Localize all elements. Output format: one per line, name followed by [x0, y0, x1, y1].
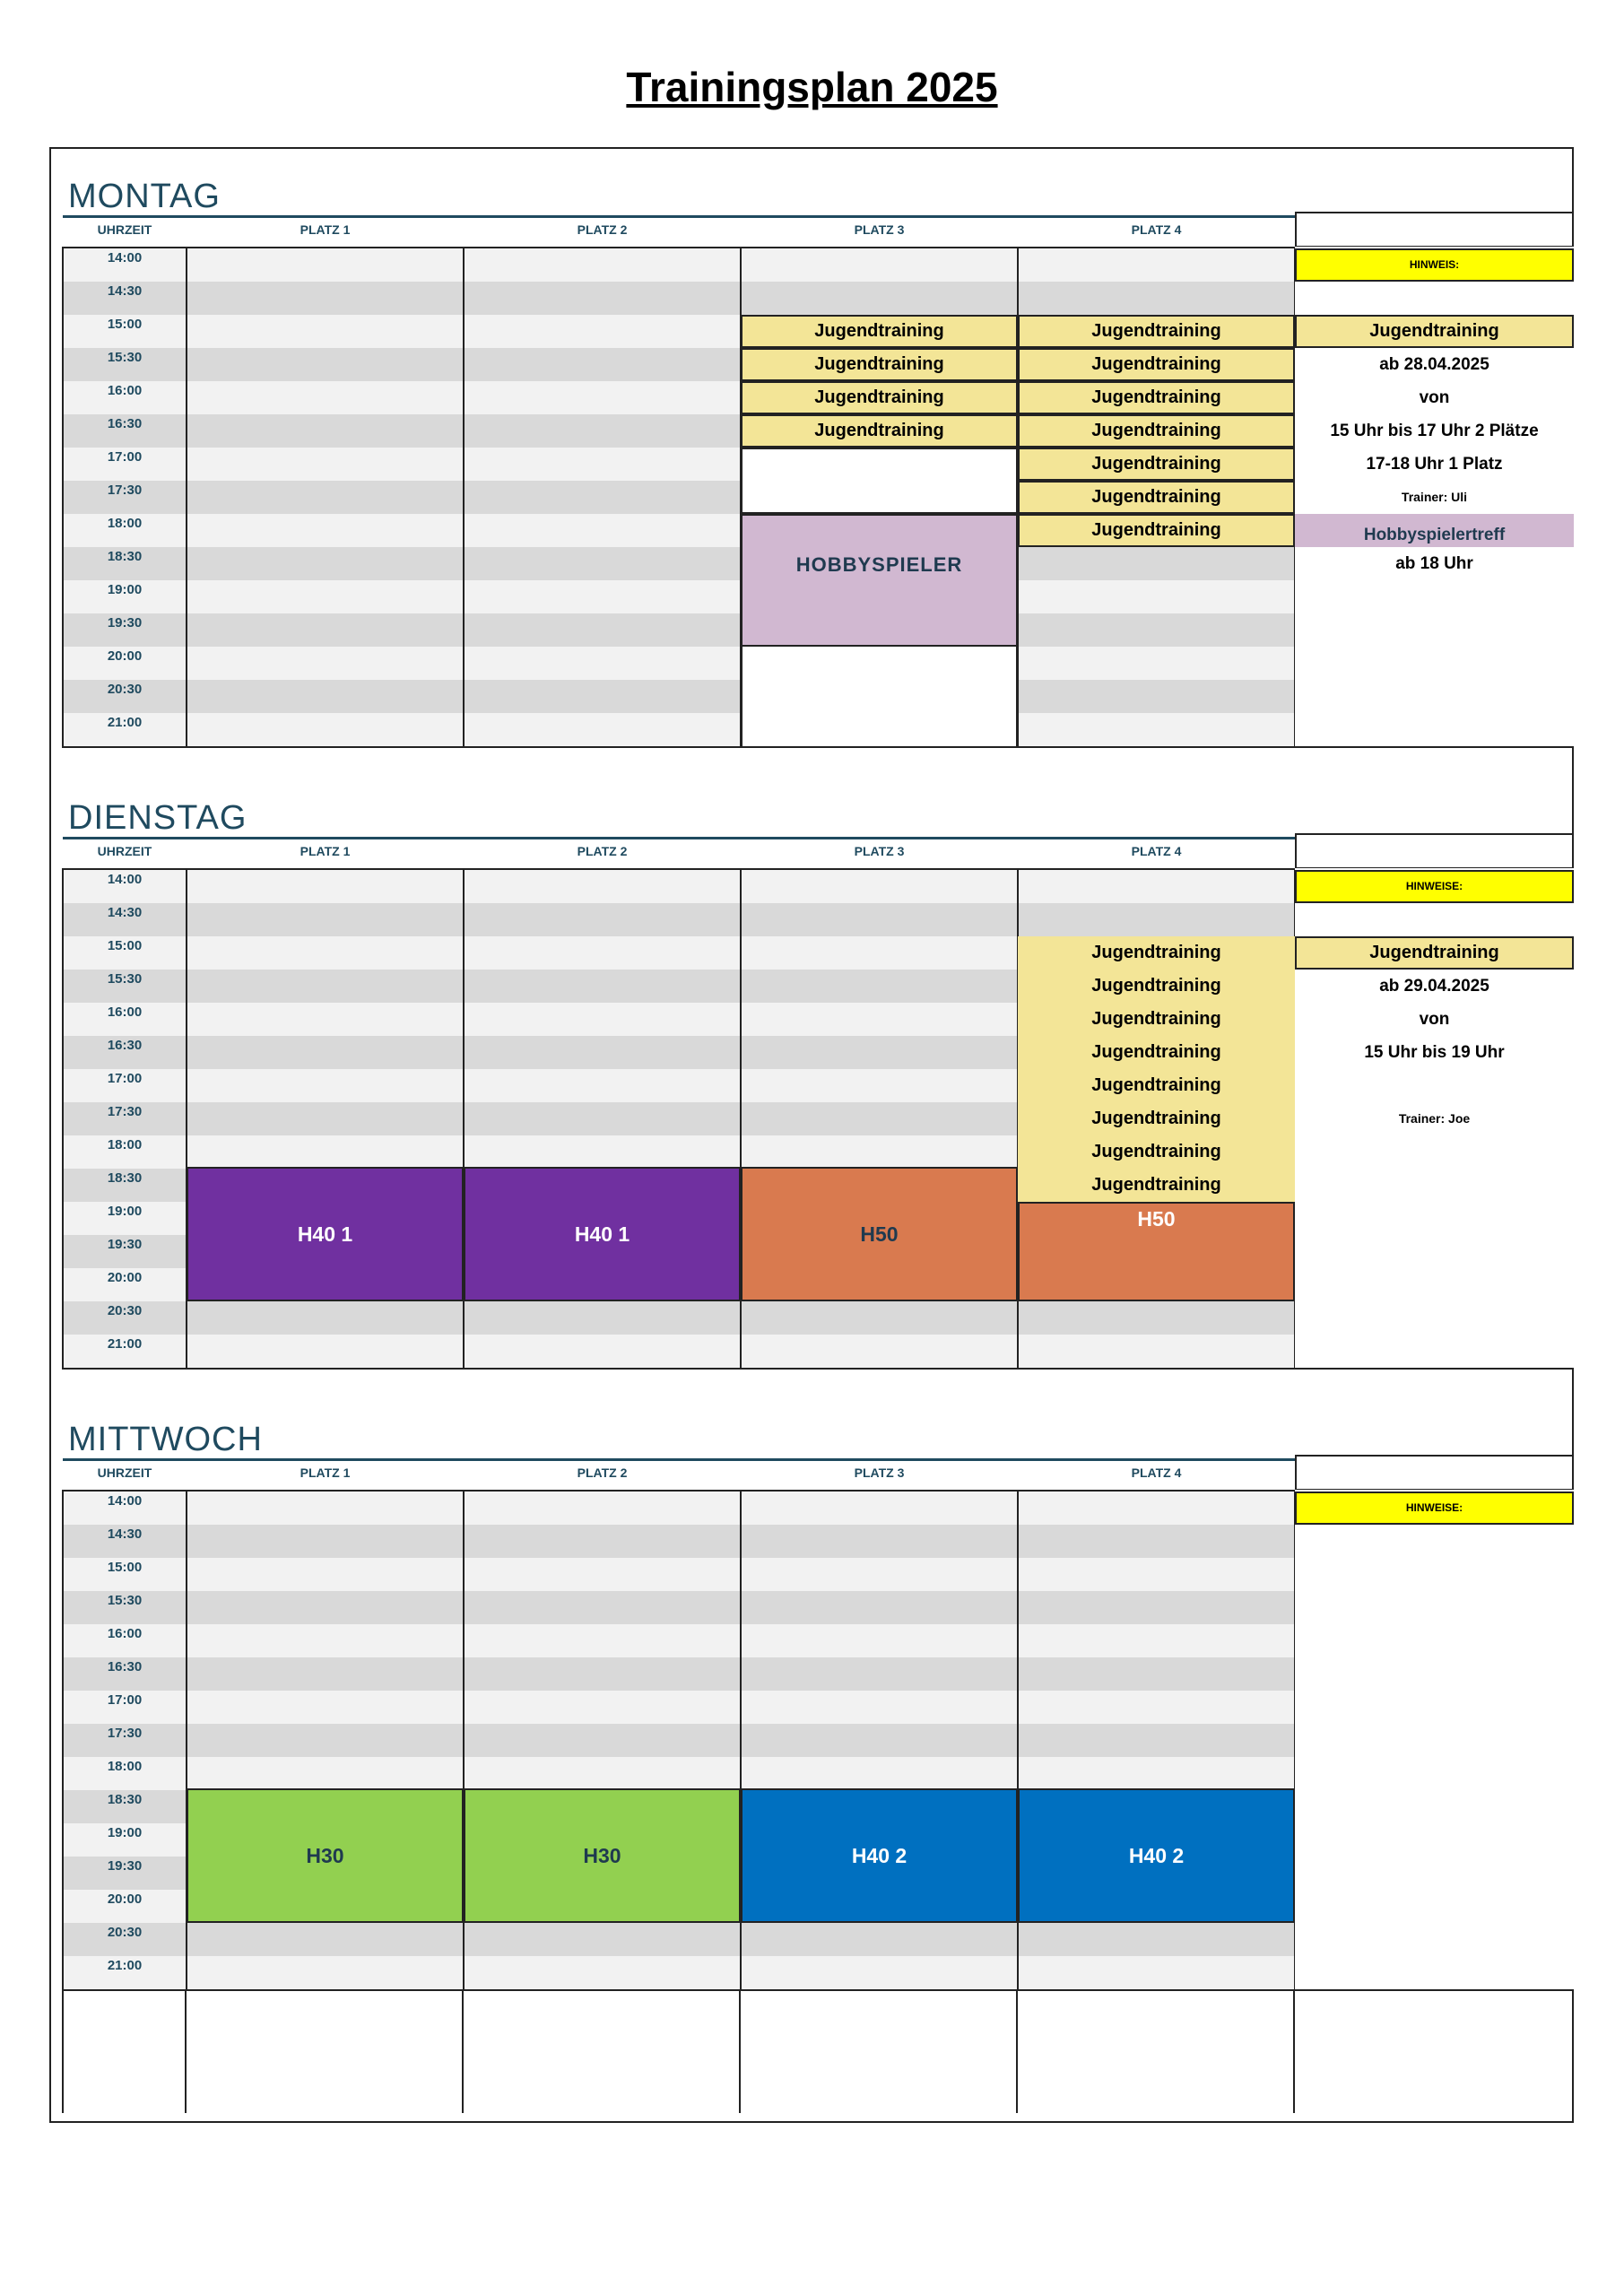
note-hobbyspielertreff: Hobbyspielertreff — [1295, 514, 1574, 547]
day-title: DIENSTAG — [68, 799, 248, 837]
jugendtraining-cell: Jugendtraining — [1018, 348, 1295, 381]
time-label: 21:00 — [107, 715, 143, 730]
note-time-1: 15 Uhr bis 19 Uhr — [1364, 1043, 1505, 1062]
time-label: 19:00 — [107, 1825, 143, 1840]
note-trainer: Trainer: Joe — [1398, 1111, 1471, 1126]
time-label: 16:00 — [107, 1626, 143, 1641]
column-header: PLATZ 2 — [577, 1465, 628, 1480]
time-label: 17:30 — [107, 1104, 143, 1119]
time-label: 20:30 — [107, 1303, 143, 1318]
time-label: 20:00 — [107, 648, 143, 664]
notes-header: HINWEISE: — [1295, 870, 1574, 903]
h30-block: H30 — [464, 1788, 741, 1923]
note-von: von — [1419, 388, 1450, 407]
jugendtraining-cell: Jugendtraining — [741, 315, 1018, 348]
empty-slot — [741, 448, 1018, 514]
time-label: 15:30 — [107, 971, 143, 987]
column-header: PLATZ 4 — [1131, 844, 1182, 858]
jugendtraining-cell: Jugendtraining — [741, 414, 1018, 448]
note-time-2: 17-18 Uhr 1 Platz — [1366, 455, 1503, 474]
time-label: 19:00 — [107, 1204, 143, 1219]
time-label: 17:30 — [107, 1726, 143, 1741]
column-header: PLATZ 3 — [854, 844, 905, 858]
note-jugendtraining: Jugendtraining — [1295, 936, 1574, 970]
empty-footer-cell — [187, 1989, 464, 2113]
grid-row — [63, 680, 1295, 713]
grid-row — [63, 1624, 1295, 1657]
jugendtraining-cell: Jugendtraining — [1018, 381, 1295, 414]
note-time-1: 15 Uhr bis 17 Uhr 2 Plätze — [1330, 422, 1539, 440]
time-label: 15:00 — [107, 1560, 143, 1575]
time-label: 16:00 — [107, 383, 143, 398]
note-start-date: ab 29.04.2025 — [1379, 977, 1489, 996]
time-label: 18:00 — [107, 516, 143, 531]
time-label: 20:30 — [107, 1925, 143, 1940]
time-label: 15:30 — [107, 350, 143, 365]
h40-2-block: H40 2 — [741, 1788, 1018, 1923]
time-label: 21:00 — [107, 1336, 143, 1352]
column-header: PLATZ 3 — [854, 222, 905, 237]
jugendtraining-cell: Jugendtraining — [1018, 481, 1295, 514]
h30-block: H30 — [187, 1788, 464, 1923]
time-label: 16:30 — [107, 416, 143, 431]
empty-footer-cell — [1295, 1989, 1574, 2113]
grid-row — [63, 713, 1295, 746]
notes-header-box — [1295, 212, 1574, 248]
empty-footer-cell — [51, 1989, 187, 2113]
jugendtraining-label: Jugendtraining — [1018, 1169, 1295, 1202]
time-label: 19:30 — [107, 1237, 143, 1252]
day-title: MONTAG — [68, 178, 221, 215]
grid-row — [63, 1558, 1295, 1591]
time-label: 14:30 — [107, 905, 143, 920]
jugendtraining-label: Jugendtraining — [1018, 1135, 1295, 1169]
notes-column — [1295, 1490, 1574, 1989]
time-label: 14:30 — [107, 1526, 143, 1542]
column-header: PLATZ 2 — [577, 844, 628, 858]
note-hobby-time: ab 18 Uhr — [1395, 554, 1473, 573]
jugendtraining-cell: Jugendtraining — [1018, 315, 1295, 348]
time-label: 15:00 — [107, 317, 143, 332]
jugendtraining-cell: Jugendtraining — [741, 381, 1018, 414]
time-label: 18:30 — [107, 549, 143, 564]
jugendtraining-cell: Jugendtraining — [1018, 514, 1295, 547]
note-jugendtraining: Jugendtraining — [1295, 315, 1574, 348]
time-label: 18:00 — [107, 1759, 143, 1774]
grid-row — [63, 1301, 1295, 1335]
time-label: 20:00 — [107, 1892, 143, 1907]
grid-row — [63, 1657, 1295, 1691]
jugendtraining-label: Jugendtraining — [1018, 970, 1295, 1003]
jugendtraining-label: Jugendtraining — [1018, 1036, 1295, 1069]
column-header: PLATZ 1 — [300, 844, 351, 858]
jugendtraining-label: Jugendtraining — [1018, 1069, 1295, 1102]
hobbyspieler-block: HOBBYSPIELER — [741, 514, 1018, 647]
time-label: 14:00 — [107, 872, 143, 887]
grid-column-divider — [62, 247, 64, 748]
time-label: 19:30 — [107, 1858, 143, 1874]
grid-row — [63, 547, 1295, 580]
time-label: 15:30 — [107, 1593, 143, 1608]
notes-header: HINWEIS: — [1295, 248, 1574, 282]
column-header: PLATZ 3 — [854, 1465, 905, 1480]
page-title: Trainingsplan 2025 — [626, 64, 998, 110]
grid-bottom-border — [63, 746, 1574, 748]
jugendtraining-label: Jugendtraining — [1018, 1102, 1295, 1135]
empty-slot — [741, 647, 1018, 746]
time-label: 17:00 — [107, 449, 143, 465]
time-label: 16:30 — [107, 1659, 143, 1674]
time-label: 19:00 — [107, 582, 143, 597]
note-start-date: ab 28.04.2025 — [1379, 355, 1489, 374]
jugendtraining-cell: Jugendtraining — [1018, 414, 1295, 448]
grid-row — [63, 1724, 1295, 1757]
footer-left-border — [62, 1989, 64, 2113]
jugendtraining-label: Jugendtraining — [1018, 936, 1295, 970]
grid-row — [63, 580, 1295, 613]
time-label: 17:30 — [107, 483, 143, 498]
h40-1-block: H40 1 — [464, 1167, 741, 1301]
grid-column-divider — [62, 1490, 64, 1991]
time-label: 14:00 — [107, 250, 143, 265]
time-label: 14:00 — [107, 1493, 143, 1509]
time-label: 21:00 — [107, 1958, 143, 1973]
column-header: PLATZ 4 — [1131, 222, 1182, 237]
jugendtraining-cell: Jugendtraining — [741, 348, 1018, 381]
grid-row — [63, 903, 1295, 936]
jugendtraining-label: Jugendtraining — [1018, 1003, 1295, 1036]
h40-2-block: H40 2 — [1018, 1788, 1295, 1923]
grid-row — [63, 248, 1295, 282]
time-label: 18:30 — [107, 1792, 143, 1807]
grid-row — [63, 647, 1295, 680]
notes-header-box — [1295, 833, 1574, 869]
notes-header: HINWEISE: — [1295, 1492, 1574, 1525]
column-header: PLATZ 2 — [577, 222, 628, 237]
time-label: 16:00 — [107, 1004, 143, 1020]
grid-top-border — [63, 247, 1295, 248]
grid-bottom-border — [63, 1368, 1574, 1370]
time-label: 17:00 — [107, 1071, 143, 1086]
grid-row — [63, 282, 1295, 315]
time-label: 14:30 — [107, 283, 143, 299]
day-title: MITTWOCH — [68, 1421, 263, 1458]
time-label: 20:30 — [107, 682, 143, 697]
h50-block: H50 — [1018, 1202, 1295, 1301]
grid-row — [63, 1923, 1295, 1956]
column-header: UHRZEIT — [97, 1465, 152, 1480]
time-label: 18:00 — [107, 1137, 143, 1152]
notes-header-box — [1295, 1455, 1574, 1491]
column-header: PLATZ 1 — [300, 222, 351, 237]
time-label: 20:00 — [107, 1270, 143, 1285]
column-header: PLATZ 4 — [1131, 1465, 1182, 1480]
grid-row — [63, 1335, 1295, 1368]
empty-footer-cell — [1018, 1989, 1295, 2113]
jugendtraining-cell: Jugendtraining — [1018, 448, 1295, 481]
empty-footer-cell — [741, 1989, 1018, 2113]
column-header: UHRZEIT — [97, 844, 152, 858]
grid-row — [63, 1757, 1295, 1790]
grid-row — [63, 1591, 1295, 1624]
grid-top-border — [63, 1490, 1295, 1492]
note-trainer: Trainer: Uli — [1401, 490, 1468, 504]
time-label: 17:00 — [107, 1692, 143, 1708]
time-label: 18:30 — [107, 1170, 143, 1186]
grid-column-divider — [186, 247, 187, 748]
grid-column-divider — [62, 868, 64, 1370]
time-label: 15:00 — [107, 938, 143, 953]
grid-row — [63, 1956, 1295, 1989]
h40-1-block: H40 1 — [187, 1167, 464, 1301]
time-label: 16:30 — [107, 1038, 143, 1053]
time-label: 19:30 — [107, 615, 143, 631]
grid-column-divider — [463, 247, 465, 748]
empty-footer-cell — [464, 1989, 741, 2113]
h50-block: H50 — [741, 1167, 1018, 1301]
grid-row — [63, 870, 1295, 903]
grid-row — [63, 613, 1295, 647]
grid-row — [63, 1525, 1295, 1558]
grid-row — [63, 1691, 1295, 1724]
column-header: UHRZEIT — [97, 222, 152, 237]
grid-top-border — [63, 868, 1295, 870]
grid-row — [63, 1492, 1295, 1525]
column-header: PLATZ 1 — [300, 1465, 351, 1480]
note-von: von — [1419, 1010, 1450, 1029]
